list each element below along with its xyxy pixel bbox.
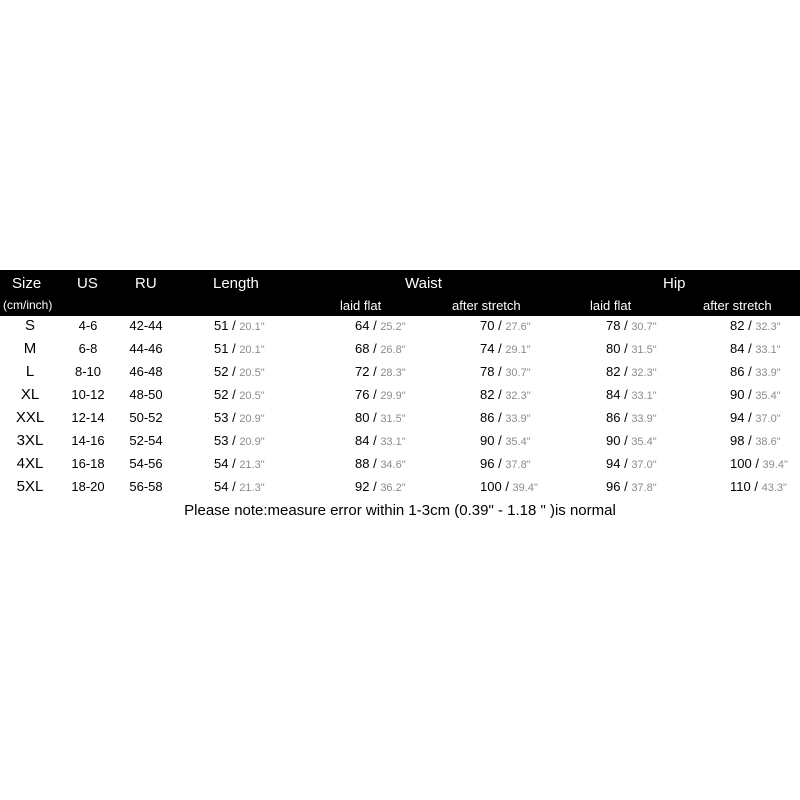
value-separator: / bbox=[228, 341, 240, 356]
cm-value: 54 bbox=[214, 456, 229, 471]
cell-ru: 54-56 bbox=[129, 456, 163, 471]
cell-waist-stretch bbox=[480, 409, 531, 428]
cell-waist-flat bbox=[355, 386, 406, 405]
cell-waist-flat bbox=[355, 363, 406, 382]
value-separator: / bbox=[369, 410, 381, 425]
cell-waist-flat bbox=[355, 478, 406, 497]
cm-value: 90 bbox=[730, 387, 745, 402]
cell-size: L bbox=[25, 363, 35, 380]
cm-value: 80 bbox=[606, 341, 621, 356]
cm-value: 84 bbox=[355, 433, 370, 448]
inch-value: 33.1" bbox=[755, 344, 781, 356]
inch-value: 20.9" bbox=[239, 413, 265, 425]
cm-value: 82 bbox=[480, 387, 495, 402]
cm-value: 94 bbox=[606, 456, 621, 471]
cell-ru: 56-58 bbox=[129, 479, 163, 494]
cell-hip-flat bbox=[606, 432, 657, 451]
inch-value: 33.9" bbox=[631, 413, 657, 425]
inch-value: 36.2" bbox=[380, 482, 406, 494]
inch-value: 39.4" bbox=[512, 482, 538, 494]
inch-value: 20.1" bbox=[239, 321, 265, 333]
cm-value: 86 bbox=[730, 364, 745, 379]
inch-value: 32.3" bbox=[631, 367, 657, 379]
cell-waist-stretch bbox=[480, 317, 531, 336]
table-header bbox=[0, 270, 800, 316]
value-separator: / bbox=[494, 410, 506, 425]
value-separator: / bbox=[369, 456, 381, 471]
inch-value: 37.8" bbox=[631, 482, 657, 494]
cell-hip-flat bbox=[606, 363, 657, 382]
value-separator: / bbox=[744, 387, 756, 402]
cm-value: 86 bbox=[606, 410, 621, 425]
cell-hip-stretch bbox=[730, 478, 787, 497]
cm-value: 84 bbox=[730, 341, 745, 356]
value-separator: / bbox=[494, 318, 506, 333]
cell-us: 14-16 bbox=[71, 433, 105, 448]
cell-hip-stretch bbox=[730, 317, 781, 336]
inch-value: 33.9" bbox=[505, 413, 531, 425]
cell-us: 12-14 bbox=[71, 410, 105, 425]
inch-value: 38.6" bbox=[755, 436, 781, 448]
inch-value: 34.6" bbox=[380, 459, 406, 471]
value-separator: / bbox=[494, 456, 506, 471]
cell-waist-flat bbox=[355, 455, 406, 474]
value-separator: / bbox=[369, 433, 381, 448]
cm-value: 94 bbox=[730, 410, 745, 425]
inch-value: 31.5" bbox=[380, 413, 406, 425]
inch-value: 37.0" bbox=[631, 459, 657, 471]
cell-waist-stretch bbox=[480, 340, 531, 359]
value-separator: / bbox=[750, 479, 762, 494]
value-separator: / bbox=[620, 433, 632, 448]
inch-value: 33.1" bbox=[631, 390, 657, 402]
header-hip-after-stretch: after stretch bbox=[703, 298, 772, 313]
cm-value: 68 bbox=[355, 341, 370, 356]
cell-us: 6-8 bbox=[78, 341, 98, 356]
inch-value: 33.9" bbox=[755, 367, 781, 379]
header-length: Length bbox=[213, 275, 259, 292]
value-separator: / bbox=[744, 433, 756, 448]
cell-hip-flat bbox=[606, 455, 657, 474]
cm-value: 80 bbox=[355, 410, 370, 425]
cm-value: 90 bbox=[480, 433, 495, 448]
cell-length bbox=[214, 432, 265, 451]
header-waist: Waist bbox=[405, 275, 442, 292]
cell-length bbox=[214, 478, 265, 497]
cm-value: 53 bbox=[214, 410, 229, 425]
cell-size: M bbox=[23, 340, 37, 357]
cm-value: 86 bbox=[480, 410, 495, 425]
cm-value: 70 bbox=[480, 318, 495, 333]
inch-value: 32.3" bbox=[755, 321, 781, 333]
cm-value: 78 bbox=[606, 318, 621, 333]
cm-value: 96 bbox=[606, 479, 621, 494]
cell-length bbox=[214, 409, 265, 428]
inch-value: 30.7" bbox=[631, 321, 657, 333]
cell-length bbox=[214, 363, 265, 382]
cm-value: 90 bbox=[606, 433, 621, 448]
inch-value: 25.2" bbox=[380, 321, 406, 333]
value-separator: / bbox=[228, 318, 240, 333]
value-separator: / bbox=[228, 479, 240, 494]
cell-hip-stretch bbox=[730, 409, 781, 428]
value-separator: / bbox=[751, 456, 763, 471]
value-separator: / bbox=[494, 433, 506, 448]
cell-size: 4XL bbox=[16, 455, 44, 472]
cell-waist-flat bbox=[355, 432, 406, 451]
cell-ru: 50-52 bbox=[129, 410, 163, 425]
cell-ru: 52-54 bbox=[129, 433, 163, 448]
value-separator: / bbox=[369, 364, 381, 379]
inch-value: 37.8" bbox=[505, 459, 531, 471]
cell-length bbox=[214, 386, 265, 405]
cell-waist-flat bbox=[355, 409, 406, 428]
cell-ru: 48-50 bbox=[129, 387, 163, 402]
cell-ru: 46-48 bbox=[129, 364, 163, 379]
cm-value: 64 bbox=[355, 318, 370, 333]
value-separator: / bbox=[620, 410, 632, 425]
cell-us: 16-18 bbox=[71, 456, 105, 471]
value-separator: / bbox=[369, 387, 381, 402]
value-separator: / bbox=[369, 479, 381, 494]
cell-hip-stretch bbox=[730, 455, 788, 474]
cell-ru: 42-44 bbox=[129, 318, 163, 333]
value-separator: / bbox=[228, 364, 240, 379]
cell-hip-flat bbox=[606, 340, 657, 359]
inch-value: 20.5" bbox=[239, 390, 265, 402]
cm-value: 92 bbox=[355, 479, 370, 494]
inch-value: 35.4" bbox=[631, 436, 657, 448]
cell-length bbox=[214, 455, 265, 474]
cell-size: S bbox=[24, 317, 35, 334]
cell-length bbox=[214, 317, 265, 336]
header-waist-after-stretch: after stretch bbox=[452, 298, 521, 313]
inch-value: 20.5" bbox=[239, 367, 265, 379]
inch-value: 39.4" bbox=[762, 459, 788, 471]
header-waist-laid-flat: laid flat bbox=[340, 298, 382, 313]
value-separator: / bbox=[228, 387, 240, 402]
cm-value: 96 bbox=[480, 456, 495, 471]
cm-value: 82 bbox=[730, 318, 745, 333]
value-separator: / bbox=[744, 318, 756, 333]
cm-value: 76 bbox=[355, 387, 370, 402]
value-separator: / bbox=[228, 456, 240, 471]
inch-value: 21.3" bbox=[239, 459, 265, 471]
value-separator: / bbox=[744, 341, 756, 356]
value-separator: / bbox=[494, 341, 506, 356]
inch-value: 32.3" bbox=[505, 390, 531, 402]
cm-value: 98 bbox=[730, 433, 745, 448]
inch-value: 28.3" bbox=[380, 367, 406, 379]
inch-value: 20.9" bbox=[239, 436, 265, 448]
cell-hip-flat bbox=[606, 409, 657, 428]
inch-value: 43.3" bbox=[761, 482, 787, 494]
cell-hip-stretch bbox=[730, 340, 781, 359]
value-separator: / bbox=[494, 387, 506, 402]
header-us: US bbox=[77, 275, 98, 292]
cm-value: 84 bbox=[606, 387, 621, 402]
cell-waist-stretch bbox=[480, 363, 531, 382]
cell-hip-stretch bbox=[730, 432, 781, 451]
inch-value: 33.1" bbox=[380, 436, 406, 448]
cell-ru: 44-46 bbox=[129, 341, 163, 356]
cell-hip-flat bbox=[606, 386, 657, 405]
cell-hip-stretch bbox=[730, 363, 781, 382]
cm-value: 51 bbox=[214, 318, 229, 333]
inch-value: 35.4" bbox=[755, 390, 781, 402]
value-separator: / bbox=[620, 479, 632, 494]
inch-value: 20.1" bbox=[239, 344, 265, 356]
value-separator: / bbox=[494, 364, 506, 379]
inch-value: 27.6" bbox=[505, 321, 531, 333]
value-separator: / bbox=[369, 318, 381, 333]
cm-value: 100 bbox=[730, 456, 752, 471]
cell-length bbox=[214, 340, 265, 359]
cm-value: 82 bbox=[606, 364, 621, 379]
cell-size: XXL bbox=[15, 409, 45, 426]
cell-waist-stretch bbox=[480, 478, 538, 497]
cell-us: 8-10 bbox=[74, 364, 102, 379]
header-unit: (cm/inch) bbox=[3, 298, 53, 312]
inch-value: 21.3" bbox=[239, 482, 265, 494]
cm-value: 52 bbox=[214, 364, 229, 379]
cell-hip-flat bbox=[606, 478, 657, 497]
value-separator: / bbox=[620, 456, 632, 471]
cm-value: 54 bbox=[214, 479, 229, 494]
cell-size: XL bbox=[20, 386, 40, 403]
cell-us: 18-20 bbox=[71, 479, 105, 494]
header-hip-laid-flat: laid flat bbox=[590, 298, 632, 313]
inch-value: 31.5" bbox=[631, 344, 657, 356]
value-separator: / bbox=[620, 341, 632, 356]
header-hip: Hip bbox=[663, 275, 686, 292]
value-separator: / bbox=[501, 479, 513, 494]
inch-value: 29.1" bbox=[505, 344, 531, 356]
inch-value: 29.9" bbox=[380, 390, 406, 402]
value-separator: / bbox=[620, 318, 632, 333]
cm-value: 74 bbox=[480, 341, 495, 356]
cell-waist-flat bbox=[355, 340, 406, 359]
cell-waist-stretch bbox=[480, 432, 531, 451]
header-ru: RU bbox=[135, 275, 157, 292]
cell-size: 3XL bbox=[16, 432, 44, 449]
value-separator: / bbox=[744, 364, 756, 379]
value-separator: / bbox=[228, 410, 240, 425]
inch-value: 35.4" bbox=[505, 436, 531, 448]
inch-value: 37.0" bbox=[755, 413, 781, 425]
cm-value: 100 bbox=[480, 479, 502, 494]
cell-us: 10-12 bbox=[71, 387, 105, 402]
inch-value: 26.8" bbox=[380, 344, 406, 356]
cell-waist-flat bbox=[355, 317, 406, 336]
cell-hip-flat bbox=[606, 317, 657, 336]
value-separator: / bbox=[228, 433, 240, 448]
value-separator: / bbox=[744, 410, 756, 425]
cm-value: 52 bbox=[214, 387, 229, 402]
cell-waist-stretch bbox=[480, 386, 531, 405]
cm-value: 72 bbox=[355, 364, 370, 379]
inch-value: 30.7" bbox=[505, 367, 531, 379]
measure-note: Please note:measure error within 1-3cm (0.39" - 1.18 " )is normal bbox=[184, 502, 616, 519]
cell-hip-stretch bbox=[730, 386, 781, 405]
header-size: Size bbox=[12, 275, 42, 292]
cm-value: 51 bbox=[214, 341, 229, 356]
value-separator: / bbox=[620, 364, 632, 379]
cm-value: 110 bbox=[730, 479, 751, 494]
cm-value: 78 bbox=[480, 364, 495, 379]
cell-us: 4-6 bbox=[78, 318, 98, 333]
cm-value: 88 bbox=[355, 456, 370, 471]
value-separator: / bbox=[620, 387, 632, 402]
value-separator: / bbox=[369, 341, 381, 356]
cell-waist-stretch bbox=[480, 455, 531, 474]
cell-size: 5XL bbox=[16, 478, 44, 495]
cm-value: 53 bbox=[214, 433, 229, 448]
